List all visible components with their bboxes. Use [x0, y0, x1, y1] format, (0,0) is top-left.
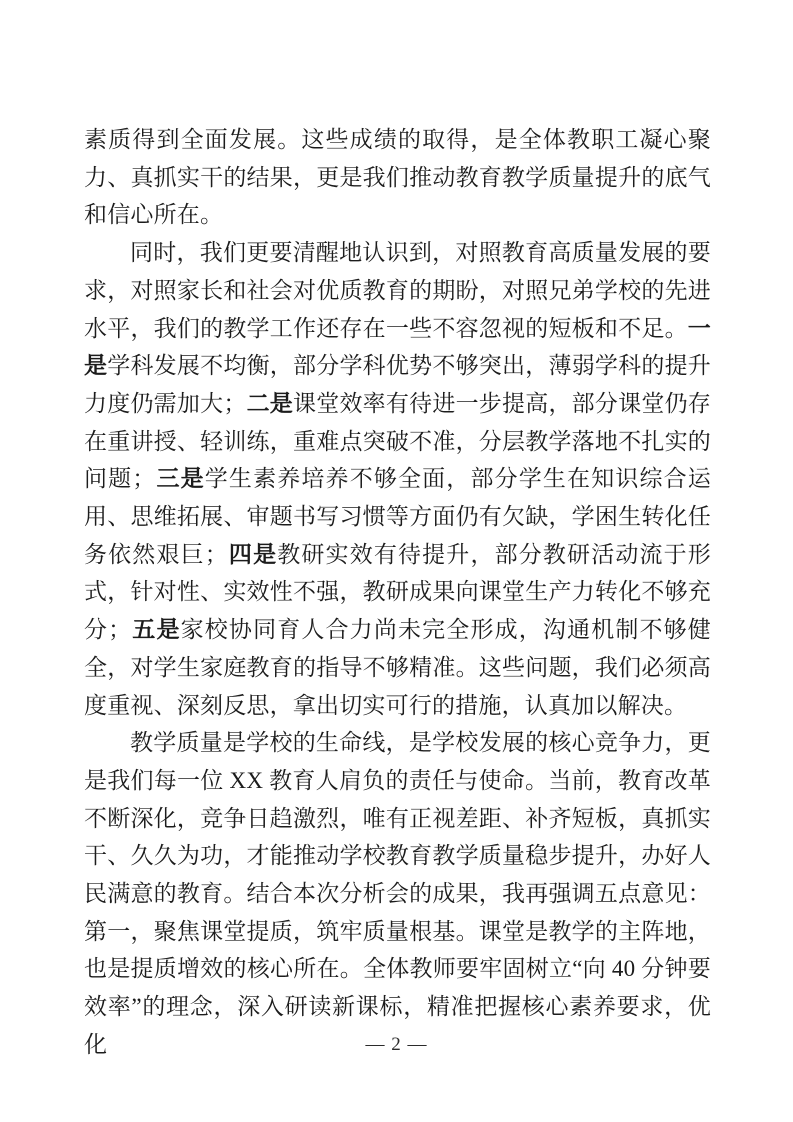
bold-ordinal-run: 二是 [246, 390, 294, 416]
bold-ordinal-run: 一是 [84, 315, 711, 379]
bold-ordinal-run: 三是 [155, 466, 205, 492]
text-run: 教研实效有待提升，部分教研活动流于形式，针对性、实效性不强，教研成果向课堂生产力转化不够充分； [84, 541, 712, 643]
paragraph [84, 234, 711, 724]
text-run: 教学质量是学校的生命线，是学校发展的核心竞争力，更是我们每一位 XX 教育人肩负的责任与使命。当前，教育改革不断深化，竞争日趋激烈，唯有正视差距、补齐短板，真抓实干、久久为功，才能推动学校教育教学质量稳步提升，办好人民满意的教育。结合本次分析会的成果，我再强调五点意见：第一，聚焦课堂提质，筑牢质量根基。课堂是教学的主阵地，也是提质增效的核心所在。全体教师要牢固树立“向 40 分钟要效率”的理念，深入研读新课标，精准把握核心素养要求，优化 [84, 730, 711, 1057]
paragraph [84, 724, 711, 1063]
text-run: 家校协同育人合力尚未完全形成，沟通机制不够健全，对学生家庭教育的指导不够精准。这些问题，我们必须高度重视、深刻反思，拿出切实可行的措施，认真加以解决。 [84, 617, 712, 718]
text-run: 学科发展不均衡，部分学科优势不够突出，薄弱学科的提升力度仍需加大； [84, 353, 712, 416]
page-number: — 2 — [365, 1034, 428, 1055]
bold-ordinal-run: 五是 [131, 617, 181, 643]
text-run: 课堂效率有待进一步提高，部分课堂仍存在重讲授、轻训练，重难点突破不准，分层教学落地不扎实的问题； [84, 390, 711, 492]
bold-ordinal-run: 四是 [227, 541, 278, 567]
text-run: 素质得到全面发展。这些成绩的取得，是全体教职工凝心聚力、真抓实干的结果，更是我们推动教育教学质量提升的底气和信心所在。 [84, 127, 711, 228]
text-run: 学生素养培养不够全面，部分学生在知识综合运用、思维拓展、审题书写习惯等方面仍有欠缺，学困生转化任务依然艰巨； [84, 466, 712, 567]
paragraph [84, 121, 711, 234]
text-run: 同时，我们更要清醒地认识到，对照教育高质量发展的要求，对照家长和社会对优质教育的期盼，对照兄弟学校的先进水平，我们的教学工作还存在一些不容忽视的短板和不足。 [84, 240, 711, 341]
document-body-text [84, 121, 711, 1064]
